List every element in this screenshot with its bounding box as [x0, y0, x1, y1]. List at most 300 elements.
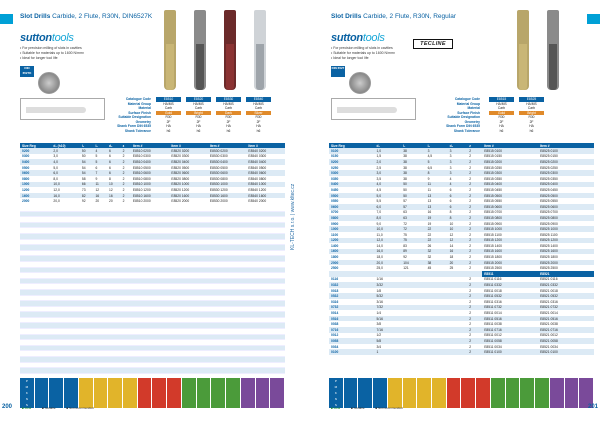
table-cell: 0500: [329, 193, 374, 199]
table-cell: 38: [401, 154, 425, 160]
table-cell: 2: [467, 232, 482, 238]
table-cell: 1/4: [374, 310, 401, 316]
table-cell: 8: [448, 210, 468, 216]
table-cell: E8525 0150: [538, 154, 594, 160]
table-cell: 0400: [20, 159, 51, 165]
table-row: [20, 198, 285, 204]
material-cell: [256, 402, 271, 408]
feature-item: • For precision milling of slots in cavities: [331, 46, 393, 50]
spec-value: E8540: [246, 97, 271, 102]
empty-row: [20, 368, 285, 374]
table-cell: 0014: [329, 310, 374, 316]
table-cell: E8525 0200: [538, 159, 594, 165]
table-cell: E8525 1800: [538, 254, 594, 260]
table-cell: 14: [448, 243, 468, 249]
table-cell: E8521 0018: [538, 288, 594, 294]
feature-list: [20, 46, 84, 61]
table-cell: E8521 0316: [538, 299, 594, 305]
table-cell: 6,0: [374, 204, 401, 210]
feature-item: • Ideal for longer tool life: [20, 56, 58, 60]
table-cell: 7/32: [374, 305, 401, 311]
table-cell: 2: [467, 170, 482, 176]
table-cell: 0038: [329, 321, 374, 327]
material-cell: P: [20, 378, 35, 384]
material-cell: [565, 402, 580, 408]
table-cell: 1800: [329, 254, 374, 260]
material-cell: [506, 402, 521, 408]
material-cell: N: [329, 396, 344, 402]
table-cell: 2: [467, 176, 482, 182]
tool-image-grey: [547, 10, 559, 90]
table-cell: 9: [93, 176, 107, 182]
spec-value: Bright: [519, 111, 544, 116]
table-cell: 2: [467, 182, 482, 188]
table-cell: [426, 349, 448, 355]
table-cell: E8525 0500: [538, 193, 594, 199]
table-cell: 2: [467, 333, 482, 339]
table-cell: 3/32: [374, 282, 401, 288]
table-cell: E8510 1200: [131, 187, 170, 193]
spec-value: Carb: [164, 106, 173, 110]
table-cell: 12: [107, 187, 121, 193]
column-header: Size Reg: [20, 143, 51, 148]
table-cell: 75: [401, 238, 425, 244]
table-cell: E8540 0800: [246, 176, 285, 182]
spec-label: Material Group: [127, 101, 151, 106]
table-cell: 2: [467, 344, 482, 350]
table-cell: 2: [467, 243, 482, 249]
table-cell: 8: [448, 215, 468, 221]
table-cell: 20: [93, 198, 107, 204]
table-cell: [401, 349, 425, 355]
table-cell: E8511 0100: [482, 349, 538, 355]
spec-value: 2F: [256, 119, 261, 124]
legend: [331, 406, 413, 410]
table-cell: E8525 1000: [538, 226, 594, 232]
column-header: Size Reg: [329, 143, 374, 148]
table-cell: 8: [107, 176, 121, 182]
spec-label: Shank Tolerance: [124, 128, 151, 133]
table-cell: E8521 0100: [538, 349, 594, 355]
spec-label: Surface Finish: [457, 110, 480, 115]
table-cell: E8511 0058: [482, 338, 538, 344]
spec-value: Carb: [254, 106, 263, 110]
table-cell: 22: [426, 232, 448, 238]
empty-rows: [20, 206, 285, 374]
table-cell: E8521 0012: [538, 333, 594, 339]
table-cell: 12,0: [374, 238, 401, 244]
material-cell: [476, 402, 491, 408]
table-cell: E8511 0034: [482, 344, 538, 350]
spec-value: 2F: [166, 119, 171, 124]
spec-value: HA: [196, 124, 201, 128]
table-cell: E8520 0200: [169, 148, 208, 154]
spec-value: h6: [226, 128, 231, 133]
table-cell: E8540 0200: [246, 148, 285, 154]
table-cell: 16: [93, 193, 107, 199]
material-cell: [182, 402, 197, 408]
tool-image-silver: [254, 10, 266, 90]
table-cell: E8521 0058: [538, 338, 594, 344]
spec-value: HA: [166, 124, 171, 128]
table-cell: 72: [401, 221, 425, 227]
table-cell: 0116: [329, 277, 374, 283]
spec-value: E8525: [519, 97, 544, 102]
table-cell: 0100: [329, 148, 374, 154]
table-cell: 0732: [329, 305, 374, 311]
table-cell: 3,5: [374, 176, 401, 182]
spec-value: h6: [256, 128, 261, 133]
spec-value: Dark: [216, 111, 241, 116]
spec-value: Carb: [497, 106, 506, 110]
table-cell: E8515 2500: [482, 265, 538, 271]
table-cell: E8511 0012: [482, 333, 538, 339]
spec-label: Catalogue Code: [125, 97, 151, 101]
table-cell: E8520 0600: [169, 170, 208, 176]
table-cell: 7,0: [374, 210, 401, 216]
spec-value: HA/MS: [223, 101, 234, 106]
spec-value: R30: [498, 115, 505, 119]
table-cell: E8515 0150: [482, 154, 538, 160]
table-cell: 11: [426, 182, 448, 188]
table-cell: 1400: [329, 243, 374, 249]
product-table: [329, 143, 594, 355]
table-cell: E8510 0300: [131, 154, 170, 160]
spec-value: h6: [529, 128, 534, 133]
spec-label: Shank Tolerance: [453, 128, 480, 133]
section-tab: [0, 14, 13, 24]
table-cell: 0058: [329, 338, 374, 344]
spec-value: R30: [165, 115, 172, 119]
material-cell: P: [329, 378, 344, 384]
brand-logo: suttontools: [20, 32, 74, 44]
table-cell: 0100: [329, 349, 374, 355]
table-cell: E8525 1100: [538, 232, 594, 238]
table-cell: 2: [467, 249, 482, 255]
table-cell: 63: [401, 215, 425, 221]
tool-tip-image: [349, 72, 371, 94]
table-cell: E8540 1600: [246, 193, 285, 199]
table-cell: E8511 0014: [482, 310, 538, 316]
table-cell: E8530 2000: [208, 198, 247, 204]
table-cell: 0532: [329, 293, 374, 299]
legend-not-recommended: ■ Not recommended: [375, 406, 403, 410]
spec-value: Carb: [527, 106, 536, 110]
product-table: [20, 143, 285, 204]
tecline-logo: TECLINE: [413, 39, 453, 49]
spec-value: Carb: [194, 106, 203, 110]
column-header: l₁: [401, 143, 425, 148]
column-header: Item #: [169, 143, 208, 148]
table-cell: E8520 1200: [169, 187, 208, 193]
table-cell: 0600: [329, 204, 374, 210]
table-cell: E8530 0600: [208, 170, 247, 176]
spec-label: Shank Form DIN 6535: [117, 124, 151, 128]
table-cell: 3: [448, 170, 468, 176]
table-cell: E8521 0716: [538, 327, 594, 333]
brand-logo: suttontools: [331, 32, 385, 44]
spec-value: HA: [226, 124, 231, 128]
table-cell: 1100: [329, 232, 374, 238]
table-cell: 2: [121, 159, 131, 165]
feature-item: • For precision milling of slots in cavities: [20, 46, 82, 50]
table-cell: 2: [121, 198, 131, 204]
material-cell: S: [329, 402, 344, 408]
table-cell: E8515 1000: [482, 226, 538, 232]
material-cell: [535, 402, 550, 408]
table-cell: 7/16: [374, 327, 401, 333]
table-cell: E8540 0500: [246, 165, 285, 171]
table-cell: 2: [121, 165, 131, 171]
table-cell: E8515 0450: [482, 187, 538, 193]
legend-not-recommended: ■ Not recommended: [66, 406, 94, 410]
spec-value: Carb: [224, 106, 233, 110]
table-cell: 3: [448, 165, 468, 171]
table-cell: E8515 0800: [482, 215, 538, 221]
spec-value: HA/MS: [253, 101, 264, 106]
table-cell: 0018: [329, 288, 374, 294]
table-cell: 5: [93, 154, 107, 160]
table-cell: 2: [121, 154, 131, 160]
table-cell: 1200: [20, 187, 51, 193]
imperial-code: E8521: [538, 271, 594, 277]
spec-value: E8510: [156, 97, 181, 102]
spec-label: Suitable Designation: [447, 115, 480, 119]
table-cell: 6: [448, 204, 468, 210]
table-cell: 75: [401, 232, 425, 238]
table-cell: 11: [426, 187, 448, 193]
table-cell: 3/16: [374, 299, 401, 305]
table-cell: E8525 2500: [538, 265, 594, 271]
table-cell: 19: [426, 215, 448, 221]
column-header: l₁: [80, 143, 94, 148]
table-cell: E8515 0700: [482, 210, 538, 216]
column-header: d₁ (h10): [51, 143, 80, 148]
table-cell: 38: [426, 260, 448, 266]
table-cell: 73: [80, 187, 94, 193]
table-cell: 2,0: [51, 148, 80, 154]
table-cell: 2: [467, 154, 482, 160]
column-header: z: [467, 143, 482, 148]
table-cell: 3,0: [51, 154, 80, 160]
table-cell: 2: [467, 265, 482, 271]
column-header: Item #: [208, 143, 247, 148]
table-cell: E8511 0316: [482, 299, 538, 305]
column-header: Item #: [246, 143, 285, 148]
legend: [22, 406, 104, 410]
table-cell: E8525 0300: [538, 170, 594, 176]
table-cell: E8520 2000: [169, 198, 208, 204]
spec-value: HA/MS: [526, 101, 537, 106]
table-cell: 2: [467, 310, 482, 316]
table-cell: 10,0: [51, 182, 80, 188]
table-cell: E8540 1000: [246, 182, 285, 188]
table-cell: 0516: [329, 316, 374, 322]
table-cell: 6: [107, 170, 121, 176]
table-cell: 2: [121, 176, 131, 182]
table-cell: 50: [401, 187, 425, 193]
table-cell: E8540 0300: [246, 154, 285, 160]
table-cell: 38: [401, 170, 425, 176]
legend-suitable: ■ Suitable: [42, 406, 56, 410]
table-cell: 4,5: [426, 154, 448, 160]
spec-value: Bright: [186, 111, 211, 116]
table-cell: 2: [467, 299, 482, 305]
table-cell: 3: [426, 148, 448, 154]
table-cell: 4: [448, 176, 468, 182]
spec-value: 2F: [196, 119, 201, 124]
table-cell: 89: [401, 249, 425, 255]
tool-image-gold: [517, 10, 529, 90]
table-cell: E8510 1000: [131, 182, 170, 188]
table-cell: 10: [448, 226, 468, 232]
table-cell: 1,0: [374, 148, 401, 154]
spec-value: 2F: [499, 119, 504, 124]
feature-item: • Suitable for materials up to 1600 N/mm²: [331, 51, 396, 55]
page-number: 200: [2, 404, 13, 410]
spine-text: KL-TECH s.r.o. | www.kltec.cz: [290, 183, 296, 250]
table-cell: 1/8: [374, 288, 401, 294]
spec-value: HA/MS: [496, 101, 507, 106]
material-cell: M: [20, 384, 35, 390]
table-cell: 8: [426, 170, 448, 176]
table-cell: 45: [426, 265, 448, 271]
table-cell: 0600: [20, 170, 51, 176]
table-cell: 2: [467, 226, 482, 232]
right-page: [309, 0, 600, 424]
table-cell: 2: [467, 316, 482, 322]
material-cell: [123, 402, 138, 408]
spec-value: h6: [196, 128, 201, 133]
table-cell: 0500: [20, 165, 51, 171]
material-cell: [138, 402, 153, 408]
table-cell: 26: [426, 243, 448, 249]
table-cell: E8511 0732: [482, 305, 538, 311]
legend-ideal: ■ Ideal: [331, 406, 341, 410]
table-cell: E8525 1200: [538, 238, 594, 244]
table-cell: E8515 0400: [482, 182, 538, 188]
table-cell: 12: [448, 238, 468, 244]
table-cell: 13: [426, 198, 448, 204]
table-cell: 50: [401, 182, 425, 188]
table-cell: 2: [467, 338, 482, 344]
spec-label: Material: [138, 106, 151, 110]
table-cell: 20: [107, 198, 121, 204]
spec-value: h6: [166, 128, 171, 133]
table-cell: E8520 1600: [169, 193, 208, 199]
table-cell: 5,5: [374, 198, 401, 204]
table-cell: E8515 1800: [482, 254, 538, 260]
table-cell: E8521 0034: [538, 344, 594, 350]
table-cell: E8520 0300: [169, 154, 208, 160]
table-cell: 0716: [329, 327, 374, 333]
table-cell: 54: [80, 159, 94, 165]
table-cell: 10,0: [374, 226, 401, 232]
table-cell: 20,0: [51, 198, 80, 204]
table-cell: 0800: [20, 176, 51, 182]
table-cell: 0550: [329, 198, 374, 204]
feature-item: • Suitable for materials up to 1600 N/mm²: [20, 51, 85, 55]
spec-label: Material: [467, 106, 480, 110]
table-cell: E8515 1100: [482, 232, 538, 238]
table-cell: E8515 0100: [482, 148, 538, 154]
table-cell: 9: [426, 176, 448, 182]
table-cell: 6,0: [51, 170, 80, 176]
table-cell: 1000: [329, 226, 374, 232]
table-cell: 9,0: [374, 221, 401, 227]
table-cell: 72: [401, 226, 425, 232]
table-cell: 8,0: [51, 176, 80, 182]
tool-images: [160, 10, 280, 98]
table-cell: E8511 0332: [482, 282, 538, 288]
column-header: Item #: [131, 143, 170, 148]
table-cell: 3/8: [374, 321, 401, 327]
table-cell: 0300: [20, 154, 51, 160]
spec-value: HA: [499, 124, 504, 128]
table-cell: 0250: [329, 165, 374, 171]
table-cell: 0450: [329, 187, 374, 193]
column-header: d₂: [107, 143, 121, 148]
table-cell: 6: [107, 148, 121, 154]
table-cell: 18: [448, 254, 468, 260]
table-cell: E8521 0532: [538, 293, 594, 299]
table-cell: 11: [93, 182, 107, 188]
table-cell: 1000: [20, 182, 51, 188]
spec-label: Geometry: [135, 119, 151, 124]
table-cell: 2: [467, 204, 482, 210]
table-cell: 6: [448, 187, 468, 193]
table-cell: E8521 0516: [538, 316, 594, 322]
table-cell: [448, 349, 468, 355]
table-cell: 0200: [329, 159, 374, 165]
spec-value: E8530: [216, 97, 241, 102]
table-cell: 38: [401, 148, 425, 154]
table-cell: 104: [401, 260, 425, 266]
page-title: Slot Drills Carbide, 2 Flute, R30N, Regular: [331, 13, 456, 20]
table-cell: 25,0: [374, 265, 401, 271]
table-cell: 1/2: [374, 333, 401, 339]
table-cell: 0700: [329, 210, 374, 216]
table-cell: 2: [121, 187, 131, 193]
table-cell: 13: [426, 193, 448, 199]
table-cell: 3: [448, 159, 468, 165]
table-cell: 2: [121, 193, 131, 199]
spec-value: HA/MS: [193, 101, 204, 106]
table-cell: E8511 0716: [482, 327, 538, 333]
table-cell: 0200: [20, 148, 51, 154]
spec-label: Shank Form DIN 6535: [446, 124, 480, 128]
table-cell: E8515 1600: [482, 249, 538, 255]
material-cell: K: [20, 390, 35, 396]
legend-suitable: ■ Suitable: [351, 406, 365, 410]
table-cell: 2,0: [374, 159, 401, 165]
material-cell: [461, 402, 476, 408]
table-cell: 3/4: [374, 344, 401, 350]
table-cell: 12: [448, 232, 468, 238]
table-cell: E8515 0550: [482, 198, 538, 204]
table-cell: E8540 0600: [246, 170, 285, 176]
table-cell: 121: [401, 265, 425, 271]
technical-drawing: [331, 98, 416, 120]
material-cell: [417, 402, 432, 408]
table-cell: 0034: [329, 344, 374, 350]
table-cell: E8521 0332: [538, 282, 594, 288]
table-cell: 6: [448, 198, 468, 204]
material-cell: N: [20, 396, 35, 402]
table-cell: 16,0: [51, 193, 80, 199]
table-cell: 0150: [329, 154, 374, 160]
table-cell: 4,0: [51, 159, 80, 165]
